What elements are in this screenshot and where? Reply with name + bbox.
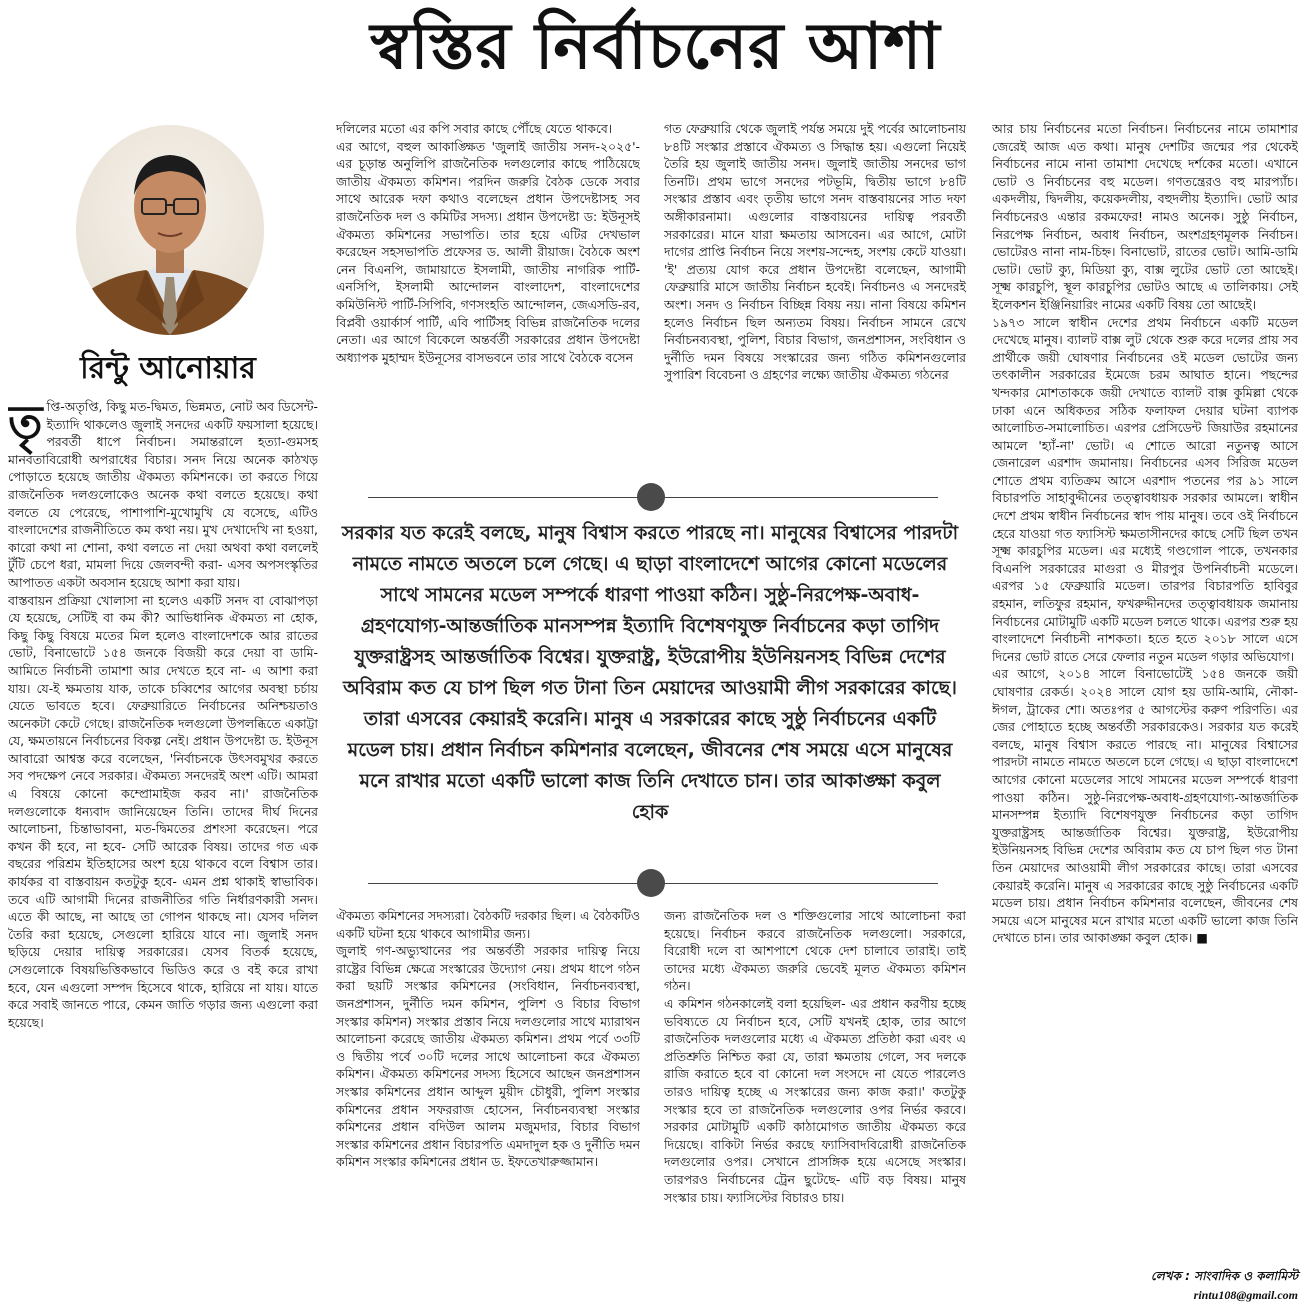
- col2-top-paragraph-2: এর আগে, বহুল আকাঙ্ক্ষিত 'জুলাই জাতীয় সনদ-২০২৫'-এর চূড়ান্ত অনুলিপি রাজনৈতিক দলগুলোর কাছে পাঠিয়েছে জাতীয় ঐকমত্য কমিশন। পরদিন জরুরি বৈঠক ডেকে সবার সাথে আরেক দফা কথাও বলেছেন প্রধান উপদেষ্টাসহ সব রাজনৈতিক দল ও কমিটির সদস্য। প্রধান উপদেষ্টা ড: ইউনূসই ঐকমত্য কমিশনের সভাপতি। তার হয়ে এটির দেখভাল করেছেন সহসভাপতি প্রফেসর ড. আলী রীয়াজ। বৈঠকে অংশ নেন বিএনপি, জামায়াতে ইসলামী, জাতীয় নাগরিক পার্টি-এনসিপি, ইসলামী আন্দোলন বাংলাদেশ, বাংলাদেশের কমিউনিস্ট পার্টি-সিপিবি, গণসংহতি আন্দোলন, জেএসডি-রব, বিপ্লবী ওয়ার্কার্স পার্টি, এবি পার্টিসহ বিভিন্ন রাজনৈতিক দলের নেতা। এর আগে বিকেলে অন্তর্বর্তী সরকারের প্রধান উপদেষ্টা অধ্যাপক মুহাম্মদ ইউনূসের বাসভবনে তার সাথে বৈঠকে বসেন: [336, 138, 640, 365]
- column-2-top: [336, 120, 640, 476]
- col2-top-paragraph-1: দলিলের মতো এর কপি সবার কাছে পৌঁছে যেতে থাকবে।: [336, 121, 613, 136]
- pullquote: সরকার যত করেই বলছে, মানুষ বিশ্বাস করতে পারছে না। মানুষের বিশ্বাসের পারদটা নামতে নামতে অতলে চলে গেছে। এ ছাড়া বাংলাদেশে আগের কোনো মডেলের সাথে সামনের মডেল সম্পর্কে ধারণা পাওয়া কঠিন। সুষ্ঠু-নিরপেক্ষ-অবাধ-গ্রহণযোগ্য-আন্তর্জাতিক মানসম্পন্ন ইত্যাদি বিশেষণযুক্ত নির্বাচনের কড়া তাগিদ যুক্তরাষ্ট্রসহ আন্তর্জাতিক বিশ্বের। যুক্তরাষ্ট্র, ইউরোপীয় ইউনিয়নসহ বিভিন্ন দেশের অবিরাম কত যে চাপ ছিল গত টানা তিন মেয়াদের আওয়ামী লীগ সরকারের কাছে। তারা এসবের কেয়ারই করেনি। মানুষ এ সরকারের কাছে সুষ্ঠু নির্বাচনের একটি মডেল চায়। প্রধান নির্বাচন কমিশনার বলেছেন, জীবনের শেষ সময়ে এসে মানুষের মনে রাখার মতো একটি ভালো কাজ তিনি দেখাতে চান। তার আকাঙ্ক্ষা কবুল হোক: [341, 522, 959, 823]
- column-3-bottom: [664, 907, 966, 1304]
- author-portrait: [76, 125, 264, 335]
- pullquote-dot-bottom: [637, 869, 665, 897]
- col4-paragraph-3: এর আগে, ২০১৪ সালে বিনাভোটেই ১৫৪ জনকে জয়ী ঘোষণার রেকর্ড। ২০২৪ সালে যোগ হয় ডামি-আমি, নৌকা-ঈগল, ট্রাকের শো। অতঃপর ৫ আগস্টের করুণ পরিণতি। এর জের পোহাতে হচ্ছে অন্তর্বর্তী সরকারকেও। সরকার যত করেই বলছে, মানুষ বিশ্বাস করতে পারছে না। মানুষের বিশ্বাসের পারদটা নামতে নামতে অতলে চলে গেছে। এ ছাড়া বাংলাদেশে আগের কোনো মডেলের সাথে সামনের মডেল সম্পর্কে ধারণা পাওয়া কঠিন। সুষ্ঠু-নিরপেক্ষ-অবাধ-গ্রহণযোগ্য-আন্তর্জাতিক মানসম্পন্ন ইত্যাদি বিশেষণযুক্ত নির্বাচনের কড়া তাগিদ যুক্তরাষ্ট্রসহ আন্তর্জাতিক বিশ্বের। যুক্তরাষ্ট্র, ইউরোপীয় ইউনিয়নসহ বিভিন্ন দেশের অবিরাম কত যে চাপ ছিল গত টানা তিন মেয়াদের আওয়ামী লীগ সরকারের কাছে। তারা এসবের কেয়ারই করেনি। মানুষ এ সরকারের কাছে সুষ্ঠু নির্বাচনের একটি মডেল চায়। প্রধান নির্বাচন কমিশনার বলেছেন, জীবনের শেষ সময়ে এসে মানুষের মনে রাখার মতো একটি ভালো কাজ তিনি দেখাতে চান। তার আকাঙ্ক্ষা কবুল হোক। ■: [992, 666, 1298, 946]
- author-byline: রিন্টু আনোয়ার: [80, 351, 256, 386]
- column-1: [8, 398, 318, 1304]
- col2-bottom-paragraph-2: জুলাই গণ-অভ্যুত্থানের পর অন্তর্বর্তী সরকার দায়িত্ব নিয়ে রাষ্ট্রের বিভিন্ন ক্ষেত্রে সংস্কারের উদ্যোগ নেয়। প্রথম ধাপে গঠন করা ছয়টি সংস্কার কমিশনের (সংবিধান, নির্বাচনব্যবস্থা, জনপ্রশাসন, দুর্নীতি দমন কমিশন, পুলিশ ও বিচার বিভাগ সংস্কার কমিশন) সংস্কার প্রস্তাব নিয়ে দলগুলোর সাথে ম্যারাথন আলোচনা করেছে জাতীয় ঐকমত্য কমিশন। প্রথম পর্বে ৩৩টি ও দ্বিতীয় পর্বে ৩০টি দলের সাথে আলোচনা করে ঐকমত্য কমিশন। ঐকমত্য কমিশনের সদস্য হিসেবে আছেন জনপ্রশাসন সংস্কার কমিশনের প্রধান আব্দুল মুয়ীদ চৌধুরী, পুলিশ সংস্কার কমিশনের প্রধান সফররাজ হোসেন, নির্বাচনব্যবস্থা সংস্কার কমিশনের প্রধান বদিউল আলম মজুমদার, বিচার বিভাগ সংস্কার কমিশনের প্রধান বিচারপতি এমদাদুল হক ও দুর্নীতি দমন কমিশন সংস্কার কমিশনের প্রধান ড. ইফতেখারুজ্জামান।: [336, 943, 640, 1170]
- col3-bottom-paragraph-1: জন্য রাজনৈতিক দল ও শক্তিগুলোর সাথে আলোচনা করা হয়েছে। নির্বাচন করবে রাজনৈতিক দলগুলো। সরকারে, বিরোধী দলে বা আশপাশে থেকে দেশ চালাবে তারাই। তাই তাদের মধ্যে ঐকমত্য জরুরি ভেবেই মূলত ঐকমত্য কমিশন গঠন।: [664, 908, 966, 994]
- column-2-bottom: [336, 907, 640, 1304]
- col2-bottom-paragraph-1: ঐকমত্য কমিশনের সদস্যরা। বৈঠকটি দরকার ছিল। এ বৈঠকটিও একটি ঘটনা হয়ে থাকবে আগামীর জন্য।: [336, 908, 640, 941]
- author-credit-label: লেখক :: [1150, 1269, 1190, 1283]
- column-4: [992, 120, 1298, 1280]
- col1-paragraph-2: বাস্তবায়ন প্রক্রিয়া খোলাসা না হলেও একটি সনদ বা বোঝাপড়া যে হয়েছে, সেটিই বা কম কী? আভিধানিক ঐকমত্য না হোক, কিছু কিছু বিষয়ে মতের মিল হলেও বাংলাদেশকে আর রাতের ভোট, বিনাভোটে ১৫৪ জনকে বিজয়ী করে দেয়া বা ডামি-আমিতে নির্বাচনী তামাশা আর দেখতে হবে না- এ আশা করা যায়। যে-ই ক্ষমতায় যাক, তাকে চব্বিশের আগের অবস্থা চর্চায় যেতে ভাবতে হবে। ফেব্রুয়ারিতে নির্বাচনের অনিশ্চয়তাও অনেকটা কেটে গেছে। রাজনৈতিক দলগুলো উপলব্ধিতে একাট্টা যে, ক্ষমতায়নে নির্বাচনের বিকল্প নেই। প্রধান উপদেষ্টা ড. ইউনূস আবারো আশ্বস্ত করে বলেছেন, 'নির্বাচনকে উৎসবমুখর করতে সব পদক্ষেপ নেবে সরকার। ঐকমত্য সনদেরই অংশ এটি। আমরা এ বিষয়ে কোনো কম্প্রোমাইজ করব না।' রাজনৈতিক দলগুলোকে ধন্যবাদ জানিয়েছেন তিনি। তাদের দীর্ঘ দিনের আলোচনা, চিন্তাভাবনা, মত-দ্বিমতের প্রশংসা করেছেন। পরে কখন কী হবে, না হবে- সেটি আরেক বিষয়। তাদের গত এক বছরের পরিশ্রম ইতিহাসের অংশ হয়ে থাকবে বলে বিশ্বাস তার। কার্যকর বা বাস্তবায়ন কতটুকু হবে- এমন প্রশ্ন থাকাই স্বাভাবিক। তবে এটি আগামী দিনের রাজনীতির গতি নির্ধারণকারী সনদ। এতে কী আছে, না আছে তা গোপন থাকছে না। যেসব দলিল তৈরি করা হয়েছে, সেগুলো হারিয়ে যাবে না। জুলাই সনদ ছড়িয়ে দেয়ার দায়িত্ব সরকারের। যেসব বিতর্ক হয়েছে, সেগুলোকে বিষয়ভিত্তিকভাবে ভিডিও করে ও বই করে রাখা হবে, যেন এগুলো সম্পদ হিসেবে থাকে, হারিয়ে না যায়। যাতে করে সবাই জানতে পারে, কেমন জাতি গড়ার জন্য এগুলো করা হয়েছে।: [8, 592, 318, 1030]
- column-3-top: [664, 120, 966, 476]
- col4-paragraph-2: ১৯৭৩ সালে স্বাধীন দেশের প্রথম নির্বাচনে একটি মডেল দেখেছে মানুষ। ব্যালট বাক্স লুট থেকে শুরু করে দলের প্রায় সব প্রার্থীকে জয়ী ঘোষণার নির্বাচনের ওই মডেল ভোটের জন্য তৎকালীন সরকারের ইমেজে চরম আঘাত হানে। পছন্দের খন্দকার মোশতাককে জয়ী দেখাতে ব্যালট বাক্স কুমিল্লা থেকে ঢাকা এনে অধিকতর সঠিক ফলাফল দেয়ার ঘটনা ব্যাপক আলোচিত-সমালোচিত। এরপর প্রেসিডেন্ট জিয়াউর রহমানের আমলে 'হ্যাঁ-না' ভোট। এ শোতে আরো নতুনত্ব আসে জেনারেল এরশাদ জমানায়। নির্বাচনের এসব সিরিজ মডেল শোতে প্রথম ব্যতিক্রম আসে এরশাদ পতনের পর ৯১ সালে বিচারপতি সাহাবুদ্দীনের তত্ত্বাবধায়ক সরকার আমলে। স্বাধীন দেশে প্রথম স্বাধীন নির্বাচনের স্বাদ পায় মানুষ। তবে ওই নির্বাচনে হেরে যাওয়া গত ফ্যাসিস্ট ক্ষমতাসীনদের কাছে সেটি ছিল তখন সূক্ষ্ম কারচুপির মডেল। এর মধ্যেই গণ্ডগোল পাকে, তখনকার বিএনপি সরকারের মাগুরা ও মীরপুর উপনির্বাচনী মডেলে। এরপর ১৫ ফেব্রুয়ারি মডেল। তারপর বিচারপতি হাবিবুর রহমান, লতিফুর রহমান, ফখরুদ্দীনদের তত্ত্বাবধায়ক জমানায় নির্বাচনের মোটামুটি একটি মডেল চলতে থাকে। এরপর শুরু হয় বাংলাদেশে নির্বাচনী নাশকতা। হতে হতে ২০১৮ সালে এসে দিনের ভোট রাতে সেরে ফেলার নতুন মডেল গড়ার অভিযোগ।: [992, 314, 1298, 664]
- article-headline: স্বস্তির নির্বাচনের আশা: [370, 10, 941, 84]
- dropcap: তৃ: [8, 398, 43, 449]
- pullquote-dot-top: [637, 483, 665, 511]
- col3-bottom-paragraph-2: এ কমিশন গঠনকালেই বলা হয়েছিল- এর প্রধান করণীয় হচ্ছে ভবিষ্যতে যে নির্বাচন হবে, সেটি যখনই হোক, তার আগে রাজনৈতিক দলগুলোর মধ্যে এ ঐকমত্য প্রতিষ্ঠা করা এবং এ প্রতিশ্রুতি নিশ্চিত করা যে, তারা ক্ষমতায় গেলে, সব দলকে রাজি করাতে হবে বা কোনো দল সংসদে না যেতে পারলেও তারও দায়িত্ব হচ্ছে এ সংস্কারের জন্য কাজ করা।' কতটুকু সংস্কার হবে তা রাজনৈতিক দলগুলোর ওপর নির্ভর করবে। সরকার মোটামুটি একটি কাঠামোগত জাতীয় ঐকমত্য করে দিয়েছে। বাকিটা নির্ভর করছে ফ্যাসিবাদবিরোধী রাজনৈতিক দলগুলোর ওপর। সেখানে প্রাসঙ্গিক হয়ে এসেছে সংস্কার। তারপরও নির্বাচনের ট্রেন ছুটেছে- এটি বড় বিষয়। মানুষ সংস্কার চায়। ফ্যাসিস্টের বিচারও চায়।: [664, 995, 966, 1205]
- author-credit-text: সাংবাদিক ও কলামিস্ট: [1194, 1269, 1298, 1283]
- author-credit: [992, 1268, 1298, 1288]
- author-email[interactable]: rintu108@gmail.com: [1193, 1288, 1298, 1302]
- col1-paragraph-1: তৃপ্তি-অতৃপ্তি, কিছু মত-দ্বিমত, ভিন্নমত, নোট অব ডিসেন্ট- ইত্যাদি থাকলেও জুলাই সনদের একটি ফয়সালা হয়েছে। পরবর্তী ধাপে নির্বাচন। সমান্তরালে হত্যা-গুমসহ মানবতাবিরোধী অপরাধের বিচার। সনদ নিয়ে অনেক কাঠখড় পোড়াতে হয়েছে জাতীয় ঐকমত্য কমিশনকে। তা করতে গিয়ে রাজনৈতিক দলগুলোকেও অনেক কথা বলতে হয়েছে। কথা বলতে যে পেরেছে, পাশাপাশি-মুখোমুখি যে বসেছে, এটিও বাংলাদেশের রাজনীতিতে কম কথা নয়। মুখ দেখাদেখি না হওয়া, কারো কথা না শোনা, কথা বলতে না দেয়া অথবা কথা বললেই টুঁটি চেপে ধরা, মামলা দিয়ে জেলবন্দী করা- এসব অপসংস্কৃতির আপাতত একটা অবসান হয়েছে আশা করা যায়।: [8, 398, 318, 590]
- col3-top-paragraph-1: গত ফেব্রুয়ারি থেকে জুলাই পর্যন্ত সময়ে দুই পর্বের আলোচনায় ৮৪টি সংস্কার প্রস্তাবে ঐকমত্য ও সিদ্ধান্ত হয়। এগুলো নিয়েই তৈরি হয় জুলাই জাতীয় সনদ। জুলাই জাতীয় সনদের ভাগ তিনটি। প্রথম ভাগে সনদের পটভূমি, দ্বিতীয় ভাগে ৮৪টি সংস্কার প্রস্তাব এবং তৃতীয় ভাগে সনদ বাস্তবায়নের সাত দফা অঙ্গীকারনামা। এগুলোর বাস্তবায়নের দায়িত্ব পরবর্তী সরকারের। মানে যারা ক্ষমতায় আসবেন। এর আগে, মোটা দাগের প্রাপ্তি নির্বাচন নিয়ে সংশয়-সন্দেহ, সংশয় কেটে যাওয়া। 'ই' প্রত্যয় যোগ করে প্রধান উপদেষ্টা বলেছেন, আগামী ফেব্রুয়ারি মাসে জাতীয় নির্বাচন হবেই। নির্বাচনও এ সনদেরই অংশ। সনদ ও নির্বাচন বিচ্ছিন্ন বিষয় নয়। নানা বিষয়ে কমিশন হলেও নির্বাচন ছিল অন্যতম বিষয়। নির্বাচন সামনে রেখে নির্বাচনব্যবস্থা, পুলিশ, বিচার বিভাগ, জনপ্রশাসন, সংবিধান ও দুর্নীতি দমন বিষয়ে সংস্কারের জন্য গঠিত কমিশনগুলোর সুপারিশ বিবেচনা ও গ্রহণের লক্ষ্যে জাতীয় ঐকমত্য গঠনের: [664, 121, 966, 383]
- col4-paragraph-1: আর চায় নির্বাচনের মতো নির্বাচন। নির্বাচনের নামে তামাশার জেরেই আজ এত কথা। মানুষ দেশটির জন্মের পর থেকেই নির্বাচনের নামে নানা তামাশা দেখেছে দর্শকের মতো। এখানে ভোট ও নির্বাচনের বহু মডেল। গণতন্ত্রেরও বহু মারপ্যাঁচ। একদলীয়, দ্বিদলীয়, কয়েকদলীয়, বহুদলীয় ইত্যাদি। ভোট আর নির্বাচনেরও এন্তার রকমফের! নামও অনেক। সুষ্ঠু নির্বাচন, নিরপেক্ষ নির্বাচন, অবাধ নির্বাচন, অংশগ্রহণমূলক নির্বাচন। ভোটেরও নানা নাম-চিহ্ন। বিনাভোট, রাতের ভোট। আমি-ডামি ভোট। ভোট ক্যু, মিডিয়া ক্যু, বাক্স লুটের ভোট তো আছেই। সূক্ষ্ম কারচুপি, স্থূল কারচুপির ভোটও আছে এ তালিকায়। সেই ইলেকশন ইঞ্জিনিয়ারিং নামের একটি বিষয় তো আছেই।: [992, 121, 1298, 312]
